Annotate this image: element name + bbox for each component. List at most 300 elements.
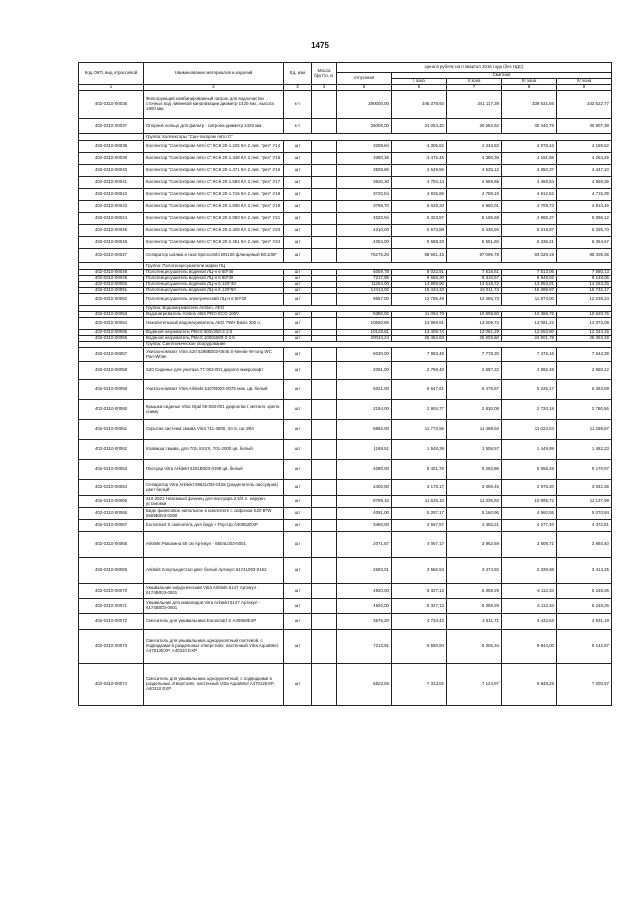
item-mass <box>312 380 337 400</box>
table-row <box>79 480 612 496</box>
item-price-zone-2: 4 960,01 <box>447 201 502 213</box>
item-price-zone-1: 4 475,46 <box>392 153 447 165</box>
item-code: 402-0310-00055 <box>79 330 144 336</box>
table-row <box>79 348 612 362</box>
group-title: Группа: Сантехническое оборудование <box>144 342 612 348</box>
item-code: 402-0310-00036 <box>79 91 144 119</box>
item-mass <box>312 189 337 201</box>
item-price-zone-1: 6 647,61 <box>392 380 447 400</box>
item-code: 402-0310-00051 <box>79 288 144 294</box>
item-price-zone-4: 7 680,13 <box>557 270 612 276</box>
item-unit: шт <box>284 312 312 318</box>
header-mass: Масса брутто, кг <box>312 63 337 85</box>
item-price-zone-4: 4 558,35 <box>557 177 612 189</box>
item-price-zone-4: 1 482,23 <box>557 440 612 460</box>
item-code: 402-0310-00065 <box>79 496 144 508</box>
item-code: 402-0310-00041 <box>79 177 144 189</box>
item-price-zone-1: 4 925,86 <box>392 189 447 201</box>
item-unit: шт <box>284 599 312 614</box>
item-code: 402-0310-00044 <box>79 213 144 225</box>
item-unit: шт <box>284 249 312 263</box>
item-selling-price: 3720,54 <box>337 189 392 201</box>
item-price-zone-2: 16 011,74 <box>447 288 502 294</box>
item-price-zone-4: 11 269,67 <box>557 420 612 440</box>
item-selling-price: 4210,00 <box>337 225 392 237</box>
item-price-zone-1: 5 698,33 <box>392 237 447 249</box>
item-price-zone-4: 13 372,08 <box>557 318 612 330</box>
group-title: Группа: Полотенцесушители марки ЛЦ <box>144 263 612 270</box>
column-number: 4 <box>312 85 337 91</box>
item-name: Arkitekt полупьедестал цвет белый Артикул 6174L003-0162 <box>144 558 284 584</box>
item-price-zone-4: 3 414,25 <box>557 558 612 584</box>
item-price-zone-2: 25 803,60 <box>447 336 502 342</box>
table-row <box>79 420 612 440</box>
item-unit: шт <box>284 177 312 189</box>
item-price-zone-2: 9 310,57 <box>447 276 502 282</box>
item-price-zone-1: 11 094,79 <box>392 312 447 318</box>
table-row <box>79 614 612 630</box>
item-code: 402-0310-00046 <box>79 237 144 249</box>
table-row <box>79 165 612 177</box>
table-row <box>79 532 612 558</box>
item-price-zone-4: 3 893,40 <box>557 532 612 558</box>
item-selling-price: 1169,51 <box>337 440 392 460</box>
item-mass <box>312 664 337 706</box>
item-mass <box>312 520 337 532</box>
item-name: 310-2521 Наземный фланец для писсуара 2,5/4 л. наружн. установки <box>144 496 284 508</box>
column-number: 9 <box>557 85 612 91</box>
item-price-zone-2: 4 611,71 <box>447 614 502 630</box>
item-code: 402-0310-00047 <box>79 249 144 263</box>
item-price-zone-2: 3 962,59 <box>447 532 502 558</box>
item-mass <box>312 348 337 362</box>
column-number: 5 <box>337 85 392 91</box>
item-unit: шт <box>284 294 312 306</box>
item-name: Коллектор "Сантехпром Авто С" КСК 20-2.328 КА 2 лев. "pes" У23 <box>144 225 284 237</box>
item-price-zone-3: 5 336,21 <box>502 237 557 249</box>
item-name: Унитаз-компакт Vitra S20 5288В003-0645 S-Neede W-rung WC Pan-White <box>144 348 284 362</box>
item-mass <box>312 294 337 306</box>
item-price-zone-1: 9 556,30 <box>392 276 447 282</box>
item-price-zone-3: 4 709,73 <box>502 201 557 213</box>
item-mass <box>312 153 337 165</box>
item-selling-price: 2683,01 <box>337 558 392 584</box>
item-price-zone-2: 341 117,39 <box>447 91 502 119</box>
item-price-zone-3: 93 329,19 <box>502 249 557 263</box>
item-price-zone-1: 3 178,17 <box>392 480 447 496</box>
item-selling-price: 26000,00 <box>337 119 392 134</box>
item-unit: шт <box>284 584 312 599</box>
item-mass <box>312 237 337 249</box>
item-price-zone-3: 3 339,98 <box>502 558 557 584</box>
item-price-zone-4: 12 344,15 <box>557 330 612 336</box>
item-mass <box>312 400 337 420</box>
item-price-zone-1: 5 297,17 <box>392 508 447 520</box>
item-price-zone-2: 4 243,82 <box>447 141 502 153</box>
item-mass <box>312 508 337 520</box>
item-price-zone-2: 3 096,45 <box>447 480 502 496</box>
item-mass <box>312 558 337 584</box>
item-mass <box>312 532 337 558</box>
item-name: Коллектор "Сантехпром Авто С" КСК 20-1.225 КА 2 лев. "pes" У14 <box>144 141 284 153</box>
table-row <box>79 520 612 532</box>
item-selling-price: 7217,96 <box>337 276 392 282</box>
header-name: Наименование материалов и изделий <box>144 63 284 85</box>
item-price-zone-3: 15 389,97 <box>502 288 557 294</box>
item-price-zone-4: 6 363,59 <box>557 380 612 400</box>
item-price-zone-4: 95 405,36 <box>557 249 612 263</box>
item-code: 402-0310-00068 <box>79 532 144 558</box>
item-price-zone-4: 2 780,66 <box>557 400 612 420</box>
table-row <box>79 599 612 614</box>
item-price-zone-4: 5 454,67 <box>557 237 612 249</box>
page-number: 1475 <box>311 41 329 50</box>
item-price-zone-3: 1 449,99 <box>502 440 557 460</box>
item-selling-price: 3299,64 <box>337 141 392 153</box>
item-selling-price: 12413,00 <box>337 288 392 294</box>
item-price-zone-1: 4 567,67 <box>392 520 447 532</box>
item-price-zone-4: 11 137,99 <box>557 496 612 508</box>
item-name: Eurosmart S смеситель для биде + Pop-Up А40952EXP <box>144 520 284 532</box>
item-unit: шт <box>284 276 312 282</box>
item-selling-price: 10550,85 <box>337 318 392 330</box>
item-price-zone-4: 5 335,73 <box>557 225 612 237</box>
item-price-zone-1: 5 323,57 <box>392 213 447 225</box>
item-selling-price: 11254,00 <box>337 282 392 288</box>
table-row <box>79 380 612 400</box>
item-unit: шт <box>284 237 312 249</box>
item-price-zone-2: 5 185,68 <box>447 213 502 225</box>
item-price-zone-4: 5 170,97 <box>557 460 612 480</box>
item-unit: шт <box>284 558 312 584</box>
item-price-zone-1: 2 904,77 <box>392 400 447 420</box>
item-price-zone-2: 7 124,97 <box>447 664 502 706</box>
item-mass <box>312 440 337 460</box>
item-code: 402-0310-00067 <box>79 520 144 532</box>
item-name: Коллектор "Сантехпром Авто С" КСК 20-1.471 КА 2 лев. "pes" У16 <box>144 165 284 177</box>
item-price-zone-1: 3 566,53 <box>392 558 447 584</box>
item-selling-price: 6030,00 <box>337 348 392 362</box>
item-code: 402-0310-00064 <box>79 480 144 496</box>
item-selling-price: 3380,36 <box>337 153 392 165</box>
item-mass <box>312 249 337 263</box>
item-price-zone-2: 4 525,12 <box>447 165 502 177</box>
item-code: 402-0310-00073 <box>79 630 144 664</box>
item-selling-price: 10128,81 <box>337 330 392 336</box>
item-name: Коллектор "Сантехпром Авто С" КСК 20-1.593 КА 2 лев. "pes" У17 <box>144 177 284 189</box>
item-price-zone-2: 6 476,67 <box>447 380 502 400</box>
item-code: 402-0310-00039 <box>79 153 144 165</box>
item-selling-price: 3509,86 <box>337 165 392 177</box>
item-price-zone-4: 5 096,12 <box>557 213 612 225</box>
column-number: 8 <box>502 85 557 91</box>
item-price-zone-2: 4 799,19 <box>447 189 502 201</box>
item-unit: шт <box>284 362 312 380</box>
item-price-zone-2: 7 778,20 <box>447 348 502 362</box>
column-number: 2 <box>144 85 284 91</box>
item-price-zone-3: 4 468,54 <box>502 177 557 189</box>
item-selling-price: 4304,00 <box>337 237 392 249</box>
item-code: 402-0310-00045 <box>79 225 144 237</box>
item-mass <box>312 318 337 330</box>
item-price-zone-3: 4 612,62 <box>502 189 557 201</box>
item-price-zone-2: 14 516,72 <box>447 282 502 288</box>
header-selling-price: отпускная <box>337 73 392 85</box>
item-price-zone-2: 2 830,08 <box>447 400 502 420</box>
item-price-zone-1: 26 484,83 <box>392 336 447 342</box>
item-unit: к-т <box>284 91 312 119</box>
item-price-zone-3: 13 081,22 <box>502 318 557 330</box>
header-code: Код ОКП, вид отраслевой <box>79 63 144 85</box>
item-name: Умывальник хирургический Vitra Arkitekt 6147 Артикул - 6174В003-0001 <box>144 584 284 599</box>
table-row <box>79 400 612 420</box>
item-price-zone-3: 2 720,18 <box>502 400 557 420</box>
item-price-zone-2: 9 359,29 <box>447 599 502 614</box>
item-price-zone-1: 1 548,39 <box>392 440 447 460</box>
item-unit: шт <box>284 460 312 480</box>
item-price-zone-3: 6 112,34 <box>502 584 557 599</box>
item-code: 402-0310-00056 <box>79 336 144 342</box>
item-name: Умывальник для инвалидов Vitra Arkitekt 6147 Артикул - 6174В003-0001 <box>144 599 284 614</box>
item-price-zone-4: 4 814,46 <box>557 201 612 213</box>
item-name: Сепаратор Vitra Arkitekt 5962L003-0155 (разделитель писсуаров) цвет белый <box>144 480 284 496</box>
item-name: Клавиша смыва, для 701-XXXX, 701-2000 цв. белый <box>144 440 284 460</box>
item-unit: шт <box>284 420 312 440</box>
item-price-zone-1: 5 401,76 <box>392 460 447 480</box>
item-code: 402-0310-00038 <box>79 141 144 153</box>
item-price-zone-3: 4 432,63 <box>502 614 557 630</box>
item-price-zone-3: 4 960,55 <box>502 508 557 520</box>
item-price-zone-1: 13 968,91 <box>392 318 447 330</box>
item-selling-price: 3450,00 <box>337 520 392 532</box>
item-selling-price: 8380,00 <box>337 312 392 318</box>
item-code: 402-0310-00069 <box>79 558 144 584</box>
item-name: Коллектор "Сантехпром Авто С" КСК 20-1.348 КА 2 лев. "pes" У15 <box>144 153 284 165</box>
item-price-zone-2: 11 335,92 <box>447 496 502 508</box>
item-price-zone-4: 7 000,57 <box>557 664 612 706</box>
item-selling-price: 2194,00 <box>337 400 392 420</box>
item-unit: шт <box>284 225 312 237</box>
item-selling-price: 2091,00 <box>337 362 392 380</box>
item-unit: шт <box>284 282 312 288</box>
item-price-zone-3: 6 225,17 <box>502 380 557 400</box>
item-unit: шт <box>284 336 312 342</box>
table-row <box>79 558 612 584</box>
table-body <box>79 91 612 706</box>
group-title: Группа: Водонагреватели Ariston, AEG <box>144 306 612 312</box>
item-mass <box>312 362 337 380</box>
item-selling-price: 4091,00 <box>337 508 392 520</box>
item-price-zone-1: 8 022,91 <box>392 270 447 276</box>
item-price-zone-4: 9 142,87 <box>557 630 612 664</box>
item-price-zone-3: 8 949,02 <box>502 276 557 282</box>
item-price-zone-2: 10 809,50 <box>447 312 502 318</box>
item-price-zone-4: 9 148,06 <box>557 276 612 282</box>
item-price-zone-1: 4 733,43 <box>392 614 447 630</box>
item-name: Смеситель для умывальника Eurosmart S А40950EXP <box>144 614 284 630</box>
item-price-zone-4: 5 070,84 <box>557 508 612 520</box>
item-selling-price: 9667,00 <box>337 294 392 306</box>
item-price-zone-1: 4 305,62 <box>392 141 447 153</box>
item-price-zone-3: 4 191,56 <box>502 153 557 165</box>
table-row <box>79 362 612 380</box>
item-price-zone-4: 6 248,25 <box>557 584 612 599</box>
item-unit: шт <box>284 213 312 225</box>
table-row <box>79 91 612 119</box>
item-selling-price: 3575,20 <box>337 614 392 630</box>
item-price-zone-1: 4 067,17 <box>392 532 447 558</box>
item-price-zone-3: 10 389,75 <box>502 312 557 318</box>
item-selling-price: 4020,94 <box>337 213 392 225</box>
group-empty-cell <box>79 134 144 141</box>
item-name: Полотенцесушитель водяной ЛЦ-н 6 60*40 <box>144 270 284 276</box>
table-row <box>79 440 612 460</box>
item-name: Arkitekt Раковина 60 см Артикул - 6604L003-0001 <box>144 532 284 558</box>
item-name: Смеситель для умывальника однорукоятный полтевой, с подводками в раздельных отверстиях, настенный Vitra AquaMed А47012EXP, А40310 EXP <box>144 630 284 664</box>
item-price-zone-4: 3 042,38 <box>557 480 612 496</box>
item-selling-price: 20034,24 <box>337 336 392 342</box>
item-selling-price: 6059,78 <box>337 270 392 276</box>
item-mass <box>312 614 337 630</box>
item-mass <box>312 496 337 508</box>
price-table <box>78 62 612 706</box>
table-row <box>79 584 612 599</box>
table-row <box>79 225 612 237</box>
item-price-zone-3: 24 801,78 <box>502 336 557 342</box>
item-unit: шт <box>284 480 312 496</box>
item-code: 402-0310-00053 <box>79 312 144 318</box>
item-selling-price: 8788,10 <box>337 496 392 508</box>
item-price-zone-1: 4 793,14 <box>392 177 447 189</box>
item-price-zone-4: 4 531,19 <box>557 614 612 630</box>
item-code: 402-0310-00074 <box>79 664 144 706</box>
item-unit: к-т <box>284 119 312 134</box>
table-row <box>79 213 612 225</box>
item-price-zone-1: 9 550,94 <box>392 630 447 664</box>
item-selling-price: 7213,91 <box>337 630 392 664</box>
item-price-zone-3: 2 976,20 <box>502 480 557 496</box>
item-price-zone-2: 4 669,86 <box>447 177 502 189</box>
group-empty-cell <box>79 263 144 270</box>
item-price-zone-4: 10 620,76 <box>557 312 612 318</box>
item-price-zone-1: 16 434,33 <box>392 288 447 294</box>
item-name: Писсуар Vitra Arkitekt 6201В003-0199 цв. белый <box>144 460 284 480</box>
item-price-zone-2: 97 096,78 <box>447 249 502 263</box>
item-code: 402-0310-00040 <box>79 165 144 177</box>
item-name: Опорное кольцо для фильтр - патрона диаметр 1420 мм. <box>144 119 284 134</box>
item-code: 402-0310-00049 <box>79 276 144 282</box>
item-selling-price: 2400,50 <box>337 480 392 496</box>
item-mass <box>312 420 337 440</box>
table-row <box>79 496 612 508</box>
item-mass <box>312 201 337 213</box>
item-unit: шт <box>284 400 312 420</box>
item-name: Сепаратор шлама и газа Spirocombi DN100 фланцевый BC100F <box>144 249 284 263</box>
item-price-zone-3: 8 944,00 <box>502 630 557 664</box>
table-row <box>79 141 612 153</box>
item-price-zone-3: 10 895,72 <box>502 496 557 508</box>
item-price-zone-3: 4 985,27 <box>502 213 557 225</box>
item-code: 402-0310-00070 <box>79 584 144 599</box>
table-row <box>79 249 612 263</box>
item-code: 402-0310-00059 <box>79 380 144 400</box>
item-price-zone-2: 11 469,94 <box>447 420 502 440</box>
item-code: 402-0310-00071 <box>79 599 144 614</box>
item-price-zone-1: 11 635,10 <box>392 496 447 508</box>
group-row <box>79 134 612 141</box>
item-unit: шт <box>284 270 312 276</box>
item-name: Полотенцесушитель электрический ЛЦ-н 6 60*40 <box>144 294 284 306</box>
group-row <box>79 263 612 270</box>
item-price-zone-3: 5 219,87 <box>502 225 557 237</box>
item-price-zone-4: 15 732,17 <box>557 288 612 294</box>
item-price-zone-4: 4 169,52 <box>557 141 612 153</box>
item-name: Полотенцесушитель водяной ЛЦ-н 6 80*30 <box>144 276 284 282</box>
item-mass <box>312 480 337 496</box>
item-unit: шт <box>284 508 312 520</box>
header-zone-2: II зона <box>447 79 502 85</box>
item-price-zone-1: 5 029,33 <box>392 201 447 213</box>
item-price-zone-1: 5 573,88 <box>392 225 447 237</box>
item-price-zone-2: 4 380,38 <box>447 153 502 165</box>
item-price-zone-2: 7 616,61 <box>447 270 502 276</box>
item-name: Полотенцесушитель водяной ЛЦ-н 6 120*60 <box>144 288 284 294</box>
item-unit: шт <box>284 440 312 460</box>
table-row <box>79 508 612 520</box>
item-price-zone-3: 30 440,76 <box>502 119 557 134</box>
item-price-zone-3: 6 112,34 <box>502 599 557 614</box>
item-mass <box>312 119 337 134</box>
item-price-zone-1: 2 768,40 <box>392 362 447 380</box>
item-price-zone-1: 4 649,56 <box>392 165 447 177</box>
item-price-zone-4: 30 807,38 <box>557 119 612 134</box>
item-price-zone-4: 4 447,10 <box>557 165 612 177</box>
item-code: 402-0310-00052 <box>79 294 144 306</box>
item-name: Водяной нагреватель PBAS 1000х500-2-2,5 <box>144 336 284 342</box>
item-price-zone-3: 4 350,37 <box>502 165 557 177</box>
item-price-zone-4: 4 372,51 <box>557 520 612 532</box>
item-code: 402-0310-00063 <box>79 460 144 480</box>
column-number: 6 <box>392 85 447 91</box>
column-number: 7 <box>447 85 502 91</box>
item-code: 402-0310-00062 <box>79 440 144 460</box>
item-mass <box>312 165 337 177</box>
item-selling-price: 5021,00 <box>337 380 392 400</box>
table-row <box>79 177 612 189</box>
item-mass <box>312 141 337 153</box>
item-selling-price: 8892,00 <box>337 420 392 440</box>
item-code: 402-0310-00057 <box>79 348 144 362</box>
item-selling-price: 3798,70 <box>337 201 392 213</box>
item-selling-price: 3620,30 <box>337 177 392 189</box>
header-estimate: Сметная <box>392 73 612 79</box>
item-price-zone-4: 7 642,39 <box>557 348 612 362</box>
item-code: 402-0310-00050 <box>79 282 144 288</box>
item-name: Накопительный водонагреватель AEG TWH Basis 200 л. <box>144 318 284 330</box>
item-unit: шт <box>284 141 312 153</box>
item-price-zone-3: 12 553,90 <box>502 330 557 336</box>
column-number: 3 <box>284 85 312 91</box>
item-price-zone-3: 4 277,40 <box>502 520 557 532</box>
item-name: Фильтрующий комбинированный патрон для водоочистки сточных вод ливневой канализации диаметр 1420 мм., высота 1800 мм. <box>144 91 284 119</box>
item-unit: шт <box>284 348 312 362</box>
item-name: Коллектор "Сантехпром Авто С" КСК 20-1.838 КА 2 лев. "pes" У19 <box>144 201 284 213</box>
item-price-zone-1: 12 785,49 <box>392 294 447 306</box>
item-selling-price: 5523,59 <box>337 664 392 706</box>
item-name: Смеситель для умывальника однорукоятный, с подводками в раздельных отверстиях, настенный Vitra AquaMed А47012EXP, А40310 EXP <box>144 664 284 706</box>
item-price-zone-1: 11 772,66 <box>392 420 447 440</box>
item-price-zone-2: 13 061,29 <box>447 330 502 336</box>
